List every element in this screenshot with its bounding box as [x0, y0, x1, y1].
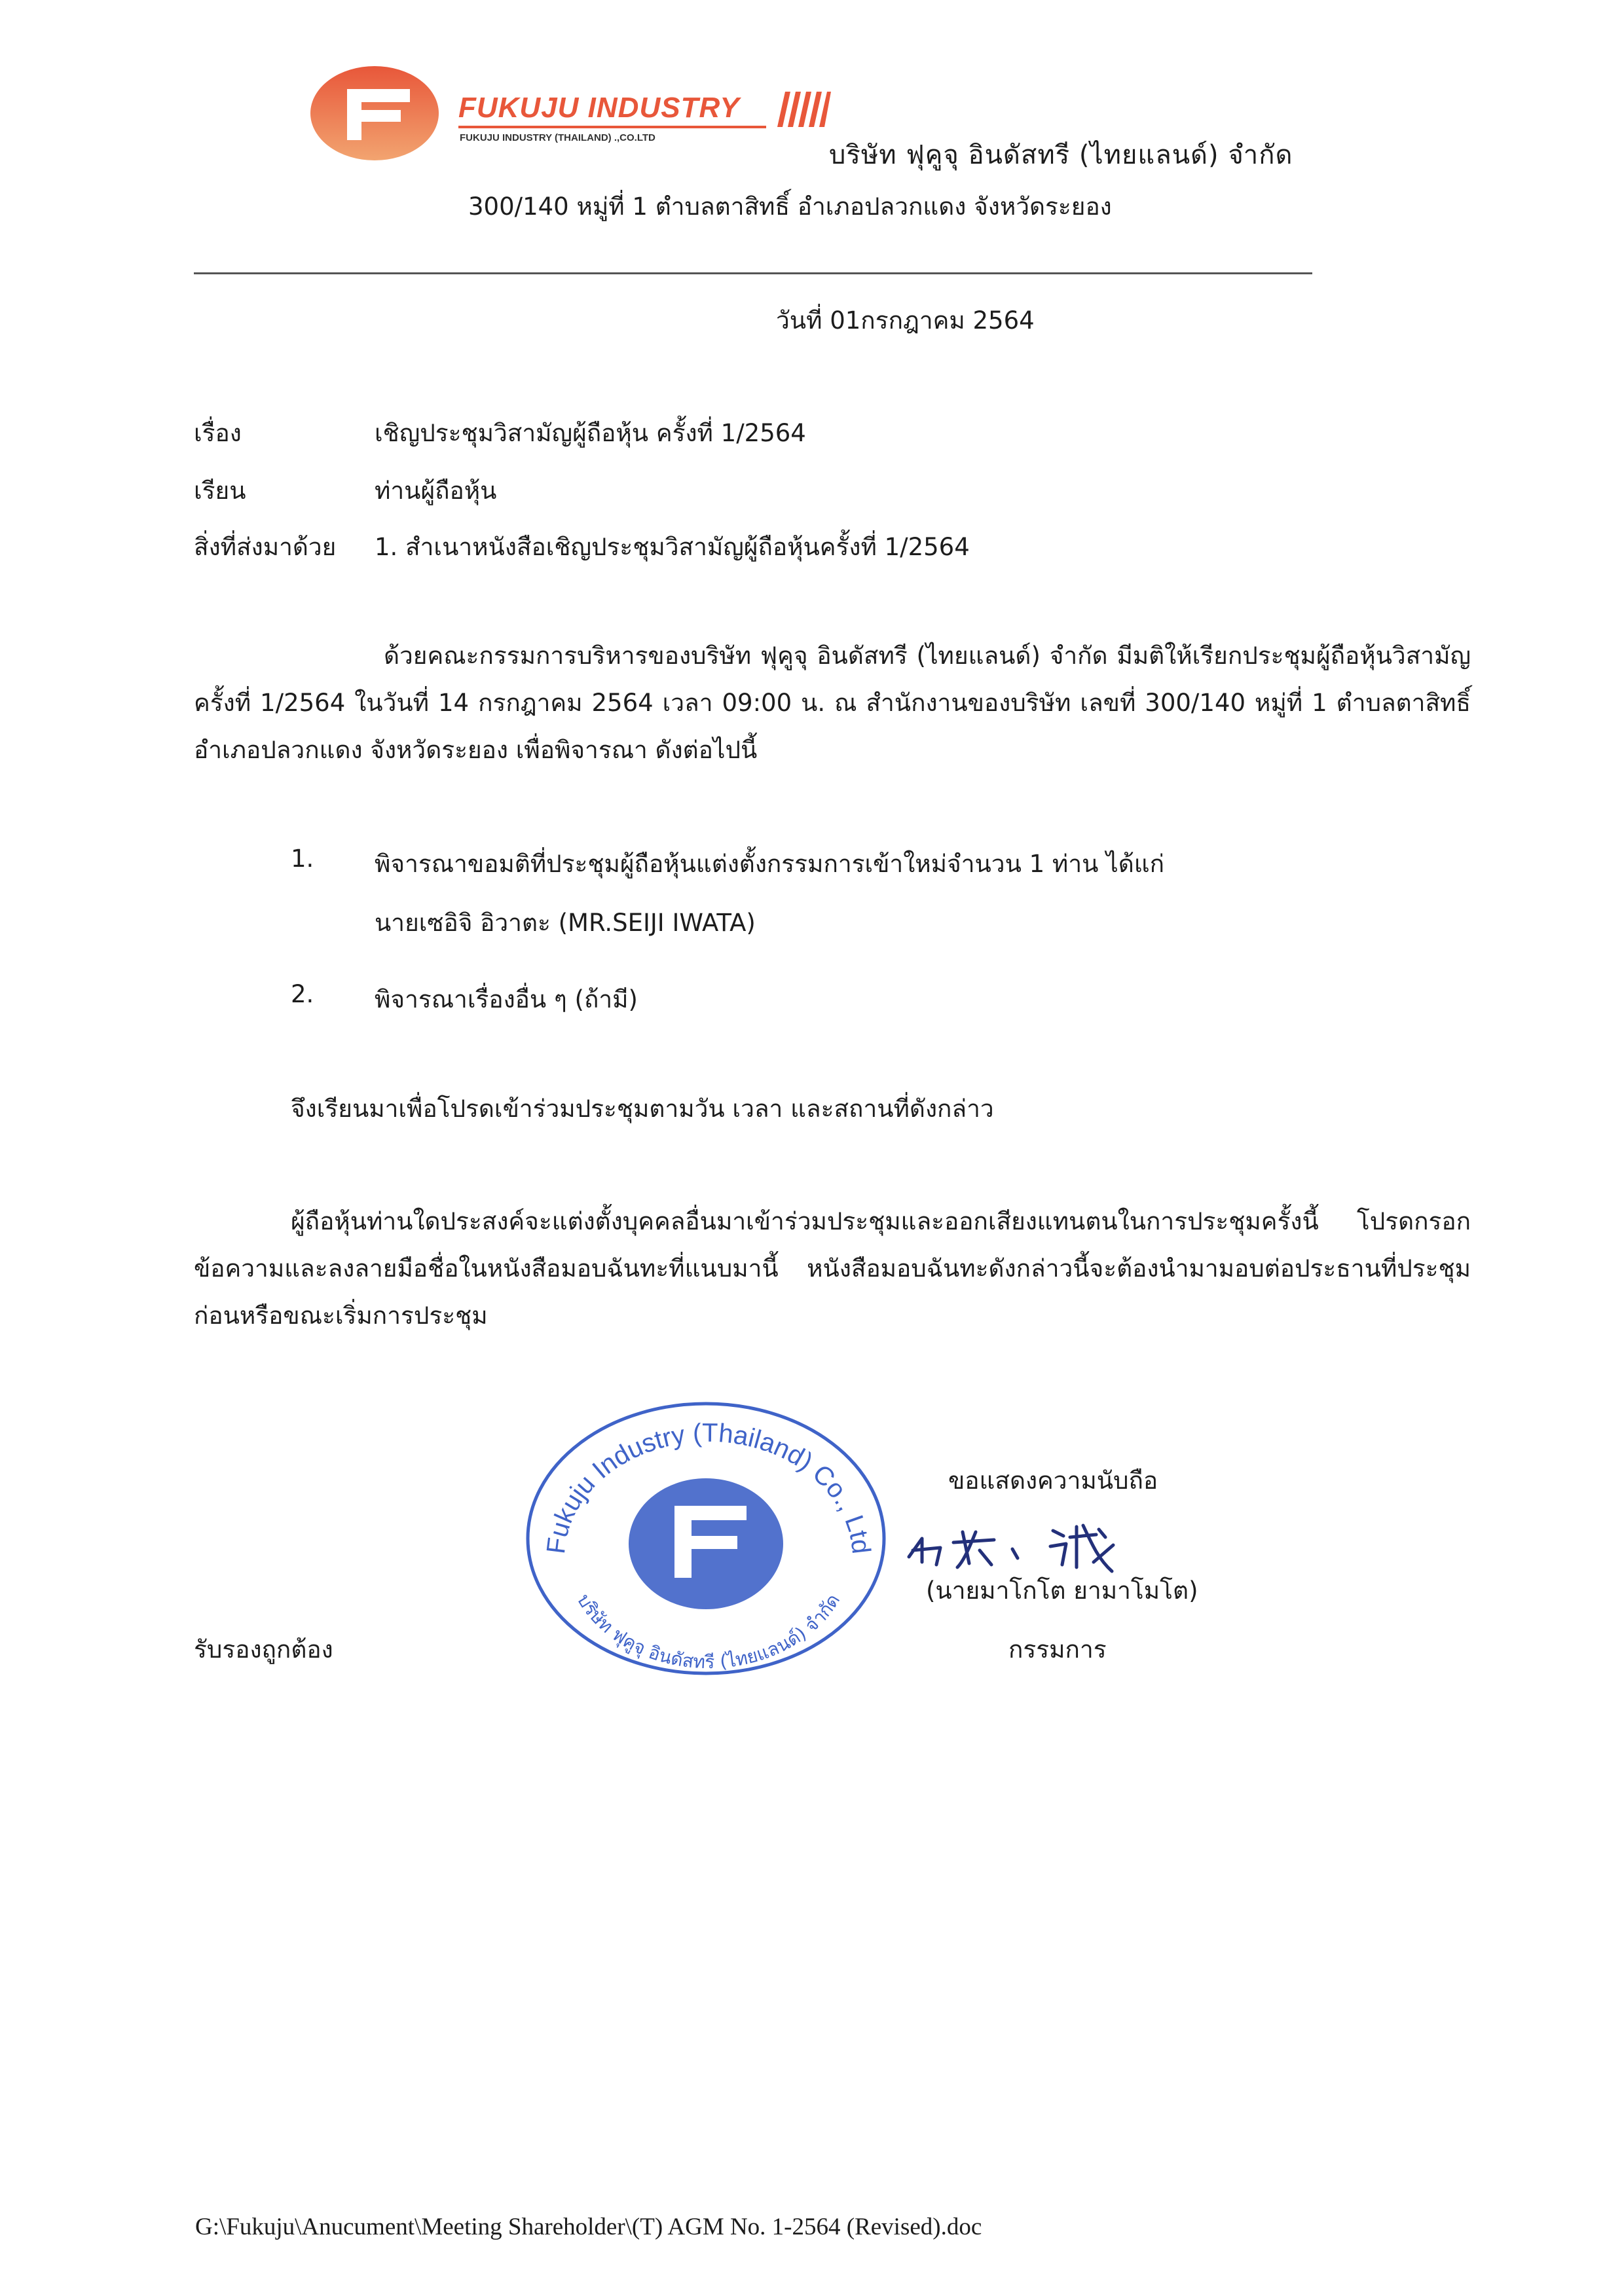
agenda-item-text: พิจารณาขอมติที่ประชุมผู้ถือหุ้นแต่งตั้งกรรมการเข้าใหม่จำนวน 1 ท่าน ได้แก่ [375, 850, 1165, 878]
signer-title: กรรมการ [1008, 1635, 1107, 1664]
regards-text: ขอแสดงความนับถือ [948, 1467, 1158, 1495]
subject-value: เชิญประชุมวิสามัญผู้ถือหุ้น ครั้งที่ 1/2564 [375, 419, 806, 447]
signer-name: (นายมาโกโต ยามาโมโต) [926, 1576, 1198, 1605]
company-seal [519, 1394, 893, 1683]
header-divider [194, 272, 1312, 274]
enclosure-label: สิ่งที่ส่งมาด้วย [194, 533, 337, 561]
company-logo [309, 64, 440, 162]
subject-label: เรื่อง [194, 419, 242, 447]
closing-sentence: จึงเรียนมาเพื่อโปรดเข้าร่วมประชุมตามวัน เวลา และสถานที่ดังกล่าว [291, 1095, 994, 1123]
brand-name: FUKUJU INDUSTRY [458, 92, 740, 124]
agenda-item-number: 1. [291, 845, 314, 873]
agenda-item-number: 2. [291, 980, 314, 1008]
enclosure-value: 1. สำเนาหนังสือเชิญประชุมวิสามัญผู้ถือหุ้นครั้งที่ 1/2564 [375, 533, 970, 561]
brand-subtitle: FUKUJU INDUSTRY (THAILAND) .,CO.LTD [460, 132, 655, 143]
agenda-item-text-continued: นายเซอิจิ อิวาตะ (MR.SEIJI IWATA) [375, 909, 756, 937]
letter-date: วันที่ 01กรกฎาคม 2564 [776, 306, 1035, 335]
agenda-item-text: พิจารณาเรื่องอื่น ๆ (ถ้ามี) [375, 985, 638, 1013]
proxy-paragraph: ผู้ถือหุ้นท่านใดประสงค์จะแต่งตั้งบุคคลอื่นมาเข้าร่วมประชุมและออกเสียงแทนตนในการประชุมครั้งนี้ โปรดกรอกข้อความและลงลายมือชื่อในหนังสือมอบฉันทะที่แนบมานี้ หนังสือมอบฉันทะดังกล่าวนี้จะต้องนำมามอบต่อประธานที่ประชุมก่อนหรือขณะเริ่มการประชุม [194, 1207, 1471, 1330]
company-name-thai: บริษัท ฟุคูจุ อินดัสทรี (ไทยแลนด์) จำกัด [829, 140, 1293, 170]
invitation-paragraph: ด้วยคณะกรรมการบริหารของบริษัท ฟุคูจุ อินดัสทรี (ไทยแลนด์) จำกัด มีมติให้เรียกประชุมผู้ถือหุ้นวิสามัญครั้งที่ 1/2564 ในวันที่ 14 กรกฎาคม 2564 เวลา 09:00 น. ณ สำนักงานของบริษัท เลขที่ 300/140 หมู่ที่ 1 ตำบลตาสิทธิ์ อำเภอปลวกแดง จังหวัดระยอง เพื่อพิจารณา ดังต่อไปนี้ [194, 642, 1471, 764]
certified-text: รับรองถูกต้อง [194, 1635, 333, 1664]
recipient-value: ท่านผู้ถือหุ้น [375, 477, 497, 505]
brand-underline [458, 126, 766, 128]
seal-text-bottom: บริษัท ฟุคูจุ อินดัสทรี (ไทยแลนด์) จำกัด [572, 1590, 845, 1673]
brand-stripes-icon [776, 92, 831, 127]
recipient-label: เรียน [194, 477, 246, 505]
company-address: 300/140 หมู่ที่ 1 ตำบลตาสิทธิ์ อำเภอปลวกแดง จังหวัดระยอง [468, 192, 1112, 221]
seal-text-top: Fukuju Industry (Thailand) Co., Ltd [541, 1418, 876, 1556]
document-file-path: G:\Fukuju\Anucument\Meeting Shareholder\(T) AGM No. 1-2564 (Revised).doc [195, 2214, 982, 2240]
